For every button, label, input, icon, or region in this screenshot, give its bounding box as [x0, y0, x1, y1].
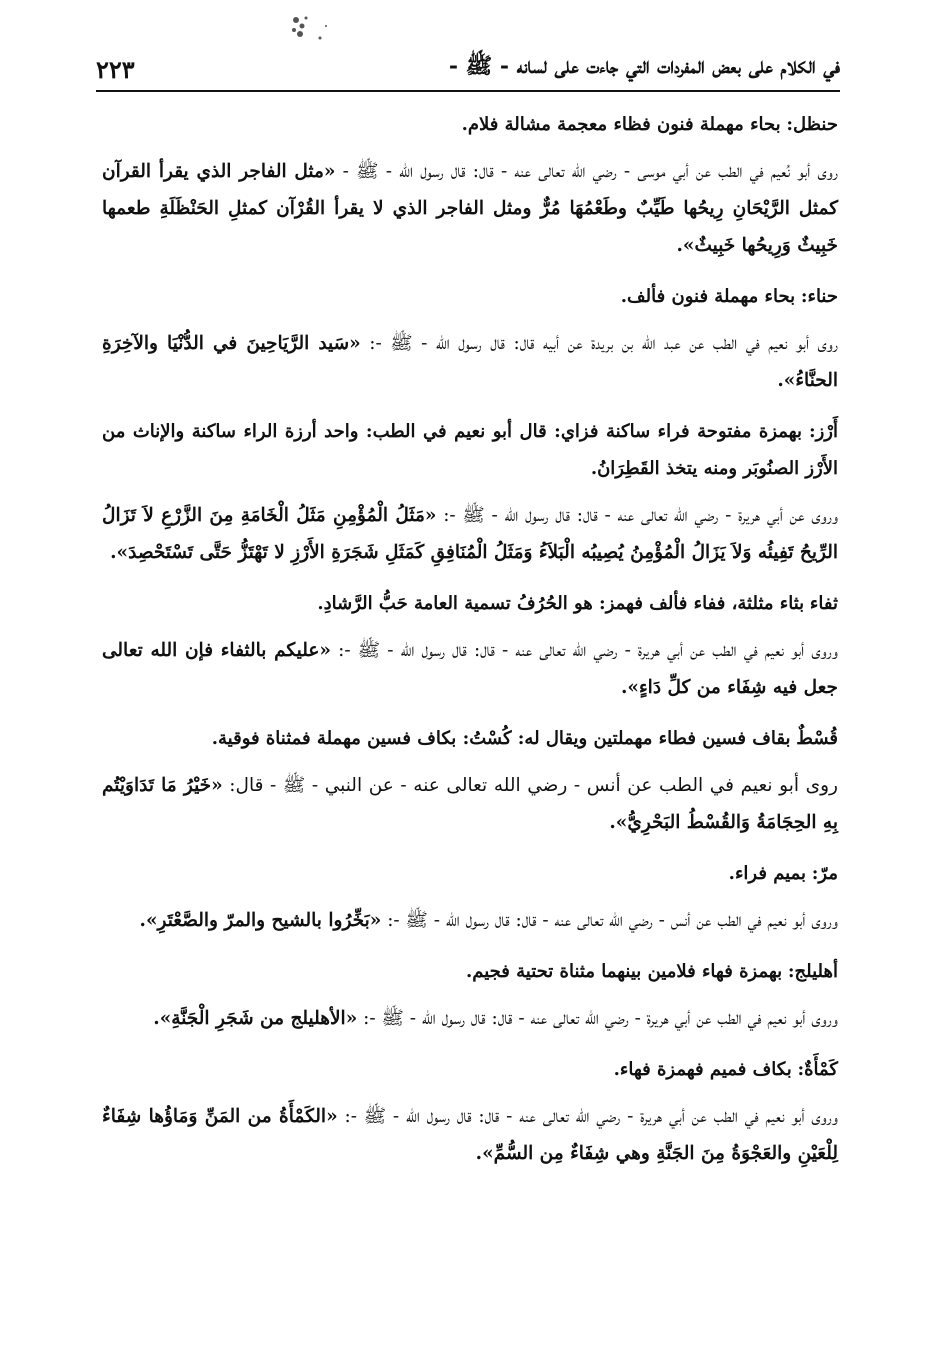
hadith-paragraph [102, 1000, 838, 1037]
hadith-chain: وروى عن أبي هريرة - رضي الله تعالى عنه - قال: قال رسول الله - ﷺ -: [436, 505, 839, 526]
entry-definition-text: بهمزة فهاء فلامين بينهما مثناة تحتية فجيم. [465, 961, 783, 982]
hadith-text: «عليكم بالثفاء فإن الله تعالى جعل فيه شِفَاء من كلِّ دَاءٍ». [102, 640, 838, 698]
hadith-text: «خَيْرُ مَا تَدَاوَيْتُم بِهِ الحِجَامَةُ وَالقُسْطُ البَحْرِيُّ». [102, 775, 838, 833]
entry-term: أهليلج: [787, 961, 838, 982]
entry-definition [102, 953, 838, 990]
entry-definition-text: بحاء مهملة فنون فألف. [620, 286, 796, 307]
entry-definition-text: بقاف فسين فطاء مهملتين ويقال له: كُسْتُ: بكاف فسين مهملة فمثناة فوقية. [211, 728, 791, 749]
entry-definition [102, 278, 838, 315]
running-header [96, 48, 840, 92]
entry-term: أَرْز: [808, 421, 838, 442]
page-number: ٢٢٣ [96, 55, 135, 84]
hadith-paragraph [102, 153, 838, 264]
entry-definition [102, 855, 838, 892]
hadith-chain: روى أبو نعيم في الطب عن عبد الله بن بريدة عن أبيه قال: قال رسول الله - ﷺ -: [360, 333, 838, 354]
hadith-paragraph [102, 497, 838, 571]
library-stamp-mark [276, 8, 336, 48]
entry-definition [102, 413, 838, 487]
hadith-paragraph [102, 325, 838, 399]
entry-definition-text: بثاء مثلثة، ففاء فألف فهمز: هو الحُرُفُ تسمية العامة حَبُّ الرَّشادِ. [317, 593, 805, 614]
entry-definition [102, 720, 838, 757]
hadith-text: «الأهليلج من شَجَرِ الْجَنَّةِ». [153, 1008, 358, 1029]
entry-definition [102, 585, 838, 622]
hadith-chain: روى أبو نعيم في الطب عن أنس - رضي الله تعالى عنه - عن النبي - ﷺ - قال: [222, 775, 838, 796]
entry-definition-text: بكاف فميم فهمزة فهاء. [613, 1059, 792, 1080]
hadith-text: «سَيد الرَّيَاحِينَ في الدُّنْيَا والآخِرَةِ الحنَّاءُ». [102, 333, 838, 391]
entry-definition-text: بميم فراء. [728, 863, 807, 884]
chapter-title: في الكلام على بعض المفردات التي جاءت على لسانه - ﷺ - [448, 53, 840, 79]
page-body [102, 106, 838, 1186]
entry-term: كَمْأَةٌ: [797, 1059, 838, 1080]
entry-term: حناء: [800, 286, 838, 307]
entry-definition-text: بهمزة مفتوحة فراء ساكنة فزاي: قال أبو نعيم في الطب: واحد أرزة الراء ساكنة والإناث من الأَرْز الصنُوبَر ومنه يتخذ القَطِرَانُ. [102, 421, 838, 479]
entry-definition [102, 1051, 838, 1088]
hadith-text: «الكَمْأَةُ من المَنِّ وَمَاؤُها شِفَاءٌ لِلْعَيْنِ والعَجْوَةُ مِنَ الجَنَّةِ وهي شِفَاءٌ مِن السُّمِّ». [102, 1106, 838, 1164]
hadith-chain: روى أبو نُعيم في الطب عن أبي موسى - رضي الله تعالى عنه - قال: قال رسول الله - ﷺ - [335, 161, 838, 182]
hadith-text: «مَثَلُ الْمُؤْمِنِ مَثَلُ الْخَامَةِ مِنَ الزَّرْعِ لاَ تَزَالُ الرِّيحُ تَفِيئُه وَلاَ يَزَالُ الْمُؤْمِنُ يُصِيبُه الْبَلاَءُ وَمَثَلُ الْمُنَافِقِ كَمَثَلِ شَجَرَةِ الأَرْزِ لا تَهْتَزُّ حَتَّى تَسْتَحْصِدَ». [102, 505, 838, 563]
entry-term: مرّ: [811, 863, 838, 884]
hadith-text: «مثل الفاجر الذي يقرأ القرآن كمثل الرَّيْحَانِ رِيحُها طَيِّبٌ وطَعْمُهَا مُرٌّ ومثل الفاجر الذي لا يقرأ القُرْآن كمثلِ الحَنْظَلَةِ طعمها خَبِيثٌ وَرِيحُها خَبِيثٌ». [102, 161, 838, 256]
entry-definition [102, 106, 838, 143]
hadith-chain: وروى أبو نعيم في الطب عن أبي هريرة - رضي الله تعالى عنه - قال: قال رسول الله - ﷺ -: [337, 1106, 838, 1127]
hadith-paragraph [102, 1098, 838, 1172]
entry-term: حنظل: [786, 114, 838, 135]
hadith-paragraph [102, 767, 838, 841]
hadith-paragraph [102, 902, 838, 939]
entry-term: قُسْطٌ [796, 728, 838, 749]
hadith-chain: وروى أبو نعيم في الطب عن أنس - رضي الله تعالى عنه - قال: قال رسول الله - ﷺ -: [381, 910, 838, 931]
entry-term: ثفاء [809, 593, 838, 614]
hadith-chain: وروى أبو نعيم في الطب عن أبي هريرة - رضي الله تعالى عنه - قال: قال رسول الله - ﷺ -: [330, 640, 838, 661]
hadith-paragraph [102, 632, 838, 706]
hadith-chain: وروى أبو نعيم في الطب عن أبي هريرة - رضي الله تعالى عنه - قال: قال رسول الله - ﷺ -: [357, 1008, 838, 1029]
hadith-text: «بَخِّرُوا بالشيح والمرّ والصَّعْتَرِ». [139, 910, 382, 931]
entry-definition-text: بحاء مهملة فنون فظاء معجمة مشالة فلام. [461, 114, 781, 135]
